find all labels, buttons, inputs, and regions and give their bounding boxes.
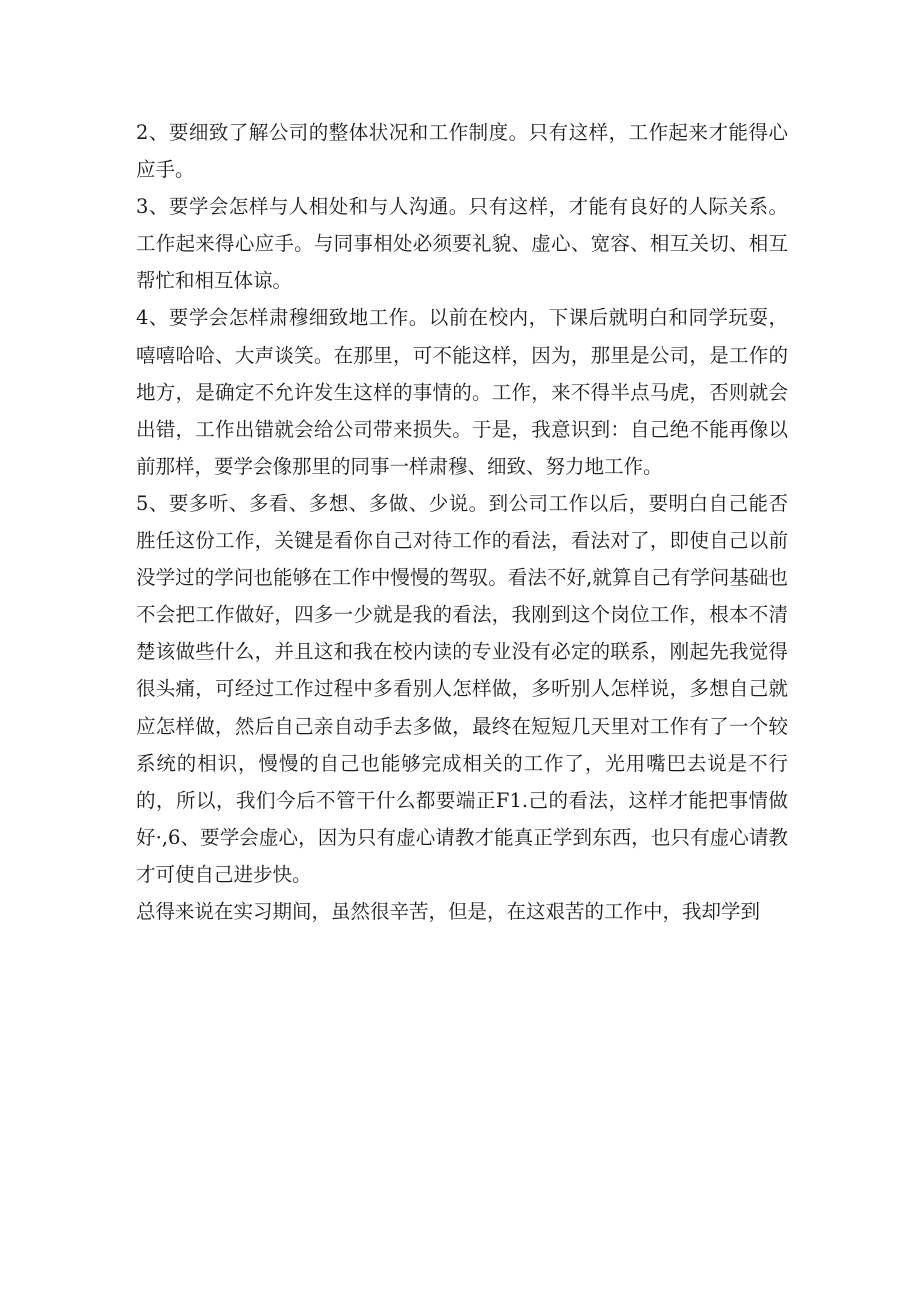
paragraph-summary: 总得来说在实习期间，虽然很辛苦，但是，在这艰苦的工作中，我却学到 (136, 899, 761, 923)
paragraph-company-understanding: 2、要细致了解公司的整体状况和工作制度。只有这样，工作起来才能得心应手。 (136, 121, 788, 182)
paragraph-listen-observe: 5、要多听、多看、多想、多做、少说。到公司工作以后，要明白自己能否胜任这份工作，关键是看你自己对待工作的看法，看法对了，即使自己以前没学过的学问也能够在工作中慢慢的驾驭。看法不好,就算自己有学问基础也不会把工作做好，四多一少就是我的看法，我刚到这个岗位工作，根本不清楚该做些什么，并且这和我在校内读的专业没有必定的联系，刚起先我觉得很头痛，可经过工作过程中多看别人怎样做，多听别人怎样说，多想自己就应怎样做，然后自己亲自动手去多做，最终在短短几天里对工作有了一个较系统的相识，慢慢的自己也能够完成相关的工作了，光用嘴巴去说是不行的，所以，我们今后不管干什么都要端正F1.己的看法，这样才能把事情做好·,6、要学会虚心，因为只有虚心请教才能真正学到东西，也只有虚心请教才可使自己进步快。 (136, 491, 788, 886)
document-body (136, 114, 788, 930)
paragraph-communication: 3、要学会怎样与人相处和与人沟通。只有这样，才能有良好的人际关系。工作起来得心应手。与同事相处必须要礼貌、虚心、宽容、相互关切、相互帮忙和相互体谅。 (136, 195, 788, 293)
paragraph-careful-work: 4、要学会怎样肃穆细致地工作。以前在校内，下课后就明白和同学玩耍，嘻嘻哈哈、大声谈笑。在那里，可不能这样，因为，那里是公司，是工作的地方，是确定不允许发生这样的事情的。工作，来不得半点马虎，否则就会出错，工作出错就会给公司带来损失。于是，我意识到：自己绝不能再像以前那样，要学会像那里的同事一样肃穆、细致、努力地工作。 (136, 306, 788, 478)
